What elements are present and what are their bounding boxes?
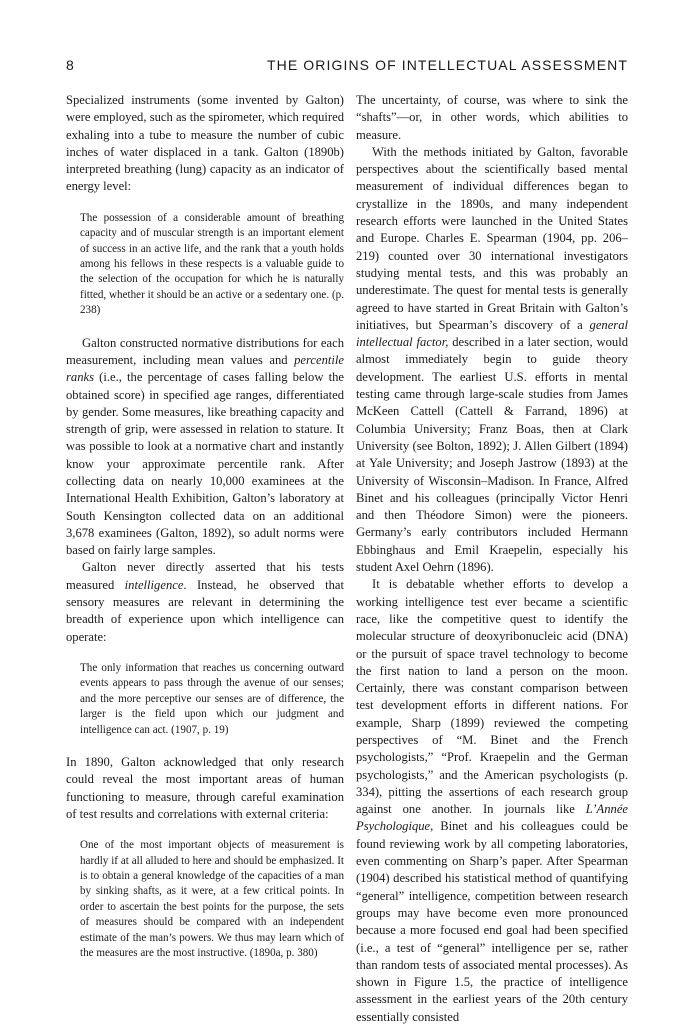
text-run: It is debatable whether efforts to develop a working intelligence test ever became a scientific race, like the competitive quest to identify the molecular structure of deoxyribonucleic acid (DNA) or the pursuit of space travel technology to become the first nation to land a person on the moon. Certainly, there was constant comparison between test development efforts in different nations. For example, Sharp (1899) reviewed the competing perspectives of “M. Binet and the French psychologists,” “Prof. Kraepelin and the German psychologists,” and the American psychologists (p. 334), pitting the assertions of each research group against one another. In journals like bbox=[356, 577, 628, 817]
emphasis: L’Année Psychologique bbox=[356, 802, 628, 834]
text-run: With the methods initiated by Galton, favorable perspectives about the scientifically based mental measurement of individual differences began to crystallize in the 1890s, and many independent research efforts were launched in the United States and Europe. Charles E. Spearman (1904, pp. 206–219) counted over 30 international investigators studying mental tests, and this was probably an underestimate. The quest for mental tests is generally agreed to have started in Great Britain with Galton’s initiatives, but Spearman’s discovery of a bbox=[356, 144, 628, 332]
page-number: 8 bbox=[66, 57, 75, 73]
running-title: THE ORIGINS OF INTELLECTUAL ASSESSMENT bbox=[266, 57, 628, 73]
left-column bbox=[66, 92, 344, 977]
paragraph: The uncertainty, of course, was where to sink the “shafts”—or, in other words, which abilities to measure. bbox=[356, 93, 628, 142]
emphasis: intelligence bbox=[124, 577, 184, 592]
paragraph bbox=[356, 576, 628, 1026]
text-run: described in a later section, would almost immediately begin to guide theory development. The earliest U.S. efforts in mental testing came through large-scale studies from James McKeen Cattell (Cattell & Farrand, 1896) at Columbia University; Franz Boas, then at Clark University (see Bolton, 1892); J. Allen Gilbert (1894) at Yale University; and Joseph Jastrow (1893) at the University of Wisconsin–Madison. In France, Alfred Binet and his colleagues (principally Victor Henri and then Théodore Simon) were the pioneers. Germany’s early contributors included Hermann Ebbinghaus and Emil Kraepelin, especially his student Axel Oehrn (1896). bbox=[356, 335, 628, 575]
block-quote bbox=[80, 661, 344, 738]
text-run: Galton constructed normative distributions for each measurement, including mean values and bbox=[66, 335, 344, 367]
text-run: . Instead, he observed that sensory measures are relevant in determining the breadth of experience upon which intelligence can operate: bbox=[66, 577, 344, 644]
paragraph bbox=[66, 335, 344, 560]
block-quote bbox=[80, 211, 344, 319]
emphasis: percentile ranks bbox=[66, 352, 344, 385]
text-run: , Binet and his colleagues could be found reviewing work by all competing laboratories, even commenting on Sharp’s paper. After Spearman (1904) described his statistical method of quantifying “general” intelligence, competition between research groups may have become even more pronounced because a more focused end goal had been specified (i.e., a test of “general” intelligence per se, rather than random tests of associated mental processes). As shown in Figure 1.5, the practice of intelligence assessment in the earliest years of the 20th century essentially consisted bbox=[356, 819, 628, 1024]
paragraph: In 1890, Galton acknowledged that only research could reveal the most important areas of human functioning to measure, through careful examination of test results and correlations with external criteria: bbox=[66, 755, 344, 821]
text-run: (i.e., the percentage of cases falling below the obtained score) in specified age ranges, differentiated by gender. Some measures, like breathing capacity and strength of grip, were assessed in relation to stature. It was possible to look at a normative chart and instantly know your approximate percentile rank. After collecting data on nearly 10,000 examinees at the International Health Exhibition, Galton’s laboratory at South Kensington collected data on an additional 3,678 examinees (Galton, 1892), so adult norms were based on fairly large samples. bbox=[66, 370, 344, 558]
right-column bbox=[356, 92, 628, 1026]
quote-text: The only information that reaches us concerning outward events appears to pass through the avenue of our senses; and the more perceptive our senses are of difference, the larger is the field upon which our judgment and intelligence can act. (1907, p. 19) bbox=[80, 661, 344, 736]
quote-text: The possession of a considerable amount of breathing capacity and of muscular strength is an important element of success in an active life, and the rank that a youth holds among his fellows in these respects is a valuable guide to the selection of the occupation for which he is naturally fitted, whether it should be an active or a sedentary one. (p. 238) bbox=[80, 211, 344, 317]
quote-text: One of the most important objects of measurement is hardly if at all alluded to here and should be emphasized. It is to obtain a general knowledge of the capacities of a man by sinking shafts, as it were, at a few critical points. In order to ascertain the best points for the purpose, the sets of measures should be compared with an independent estimate of the man’s powers. We thus may learn which of the measures are the most instructive. (1890a, p. 380) bbox=[80, 839, 344, 960]
paragraph bbox=[356, 144, 628, 576]
text-run: Galton never directly asserted that his tests measured bbox=[66, 560, 344, 592]
paragraph bbox=[66, 559, 344, 645]
emphasis: general intellectual factor, bbox=[356, 317, 628, 350]
running-header bbox=[66, 57, 628, 79]
paragraph: Specialized instruments (some invented by Galton) were employed, such as the spirometer, which required exhaling into a tube to measure the number of cubic inches of water displaced in a tank. Galton (1890b) interpreted breathing (lung) capacity as an indicator of energy level: bbox=[66, 93, 344, 194]
block-quote bbox=[80, 838, 344, 961]
